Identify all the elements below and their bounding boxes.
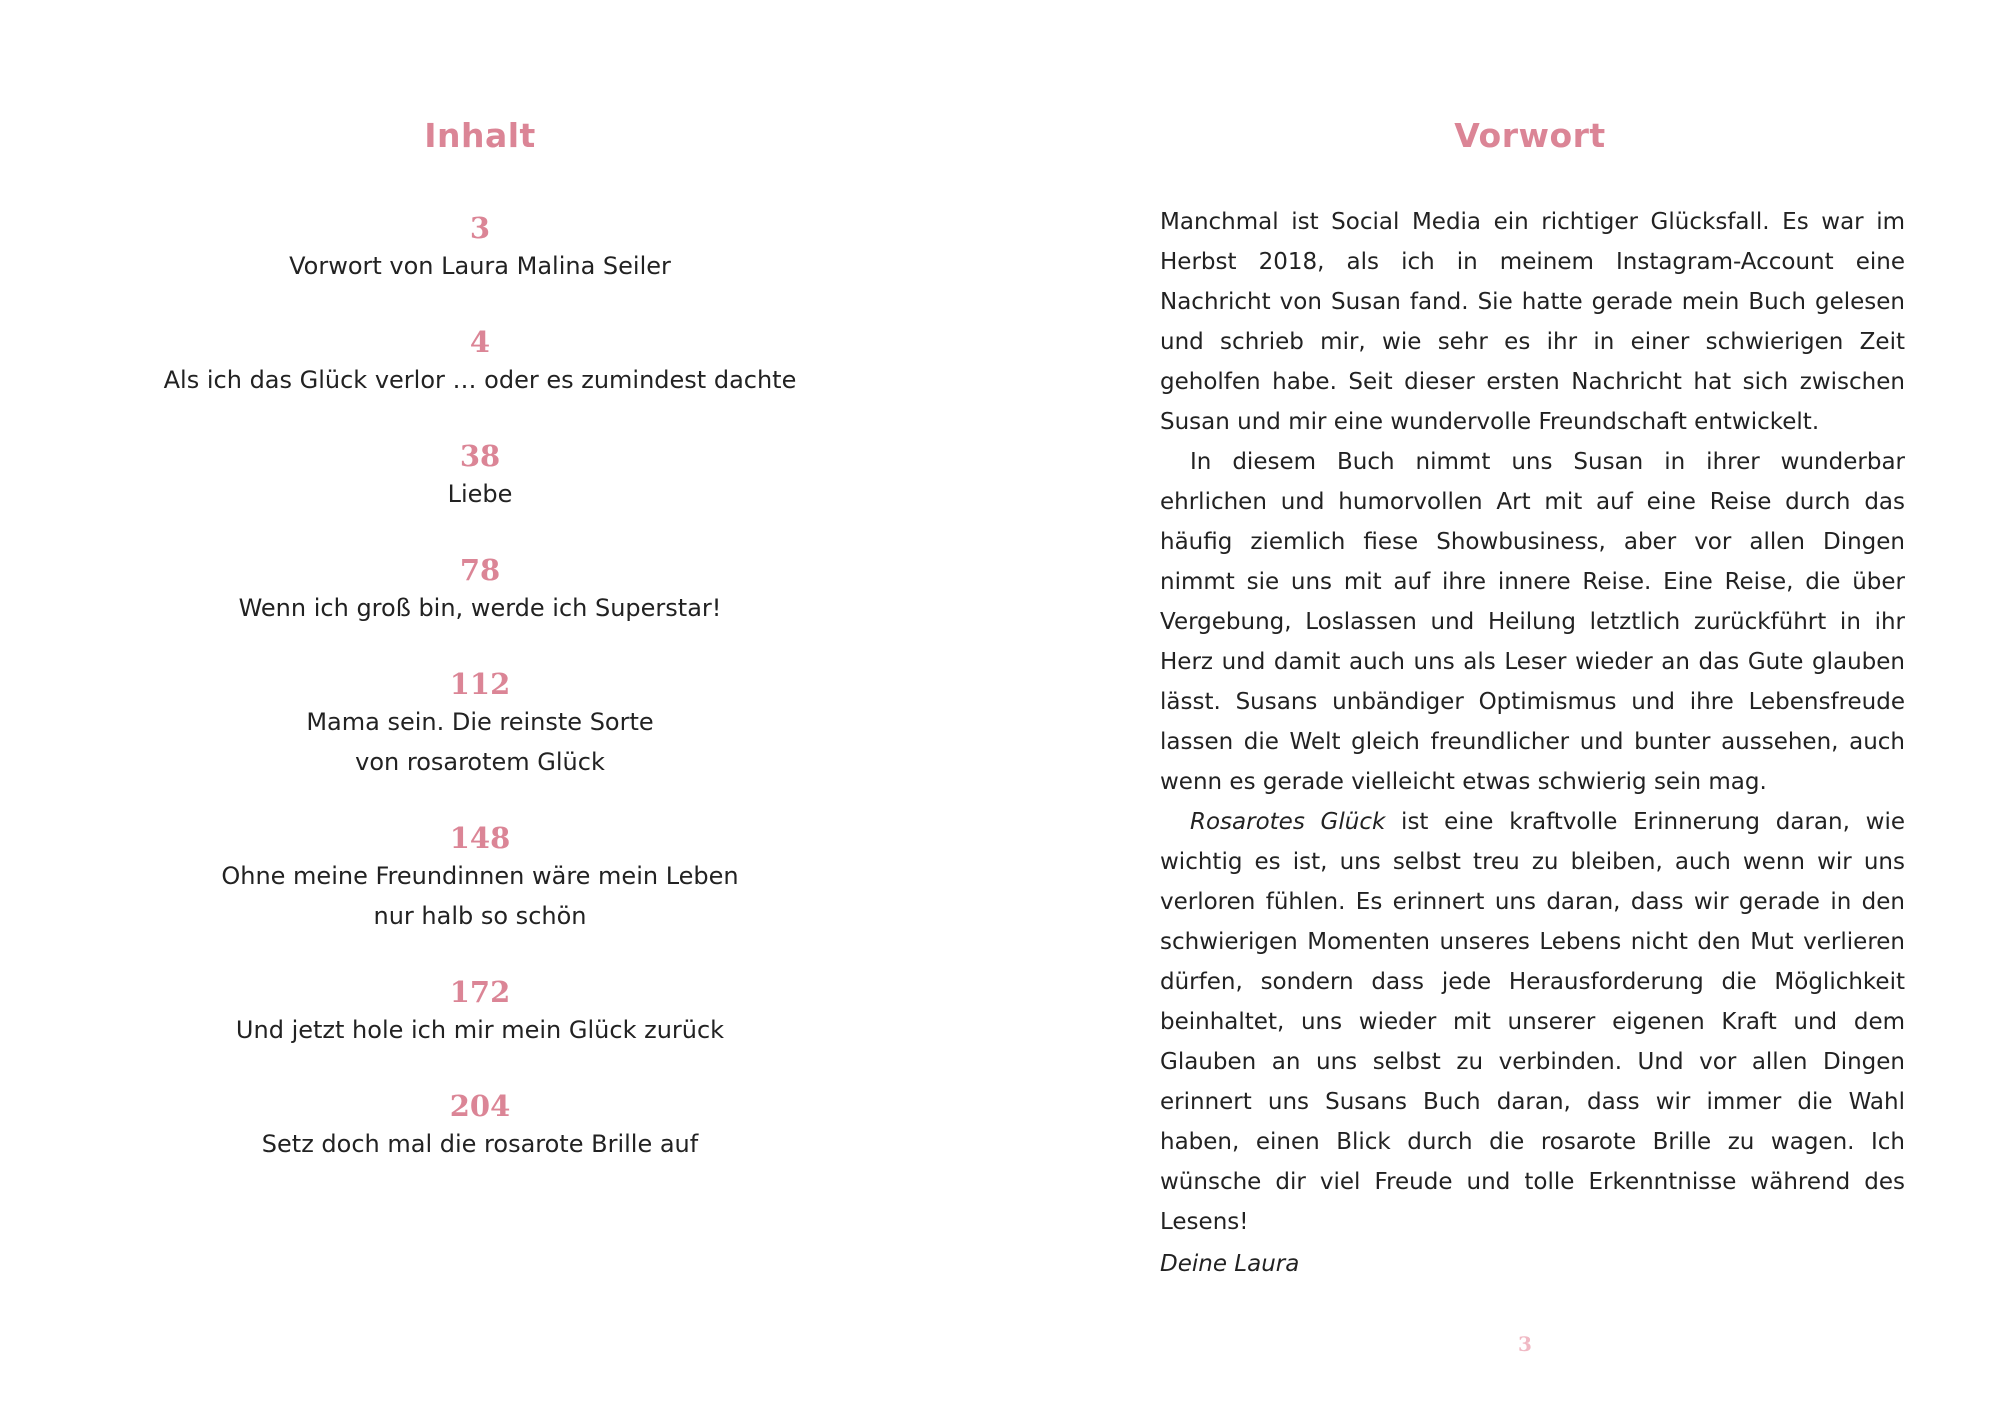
toc-page-number: 204	[449, 1089, 511, 1123]
toc-entry	[80, 974, 880, 1050]
toc-page-number: 112	[449, 667, 511, 701]
foreword-body	[1160, 202, 1905, 1242]
toc-entry-title: nur halb so schön	[373, 902, 587, 930]
toc-entry-title: Wenn ich groß bin, werde ich Superstar!	[238, 594, 722, 622]
foreword-paragraph-text: ist eine kraftvolle Erinnerung daran, wie wichtig es ist, uns selbst treu zu bleiben, auch wenn wir uns verloren fühlen. Es erinnert uns daran, dass wir gerade in den schwierigen Momenten unseres Lebens nicht den Mut verlieren dürfen, sondern dass jede Herausforderung die Möglichkeit beinhaltet, uns wieder mit unserer eigenen Kraft und dem Glauben an uns selbst zu verbinden. Und vor allen Dingen erinnert uns Susans Buch daran, dass wir immer die Wahl haben, einen Blick durch die rosarote Brille zu wagen. Ich wünsche dir viel Freude und tolle Erkenntnisse während des Lesens!	[1160, 809, 1905, 1235]
toc-entry	[80, 1088, 880, 1164]
page-number: 3	[1518, 1332, 1532, 1356]
toc-entry-title: Liebe	[447, 480, 513, 508]
signature: Deine Laura	[1160, 1251, 1300, 1277]
toc-entry-title: Und jetzt hole ich mir mein Glück zurück	[235, 1016, 725, 1044]
right-page	[1000, 0, 2000, 1414]
foreword-paragraph: In diesem Buch nimmt uns Susan in ihrer wunderbar ehrlichen und humorvollen Art mit auf eine Reise durch das häufig ziemlich fiese Showbusiness, aber vor allen Dingen nimmt sie uns mit auf ihre innere Reise. Eine Reise, die über Vergebung, Loslassen und Heilung letztlich zurückführt in ihr Herz und damit auch uns als Leser wieder an das Gute glauben lässt. Susans unbändiger Optimismus und ihre Lebensfreude lassen die Welt gleich freundlicher und bunter aussehen, auch wenn es gerade vielleicht etwas schwierig sein mag.	[1160, 449, 1905, 795]
toc-entry	[80, 820, 880, 936]
toc-entry-title: Als ich das Glück verlor … oder es zumindest dachte	[163, 366, 797, 394]
toc-page-number: 38	[459, 439, 501, 473]
toc-page-number: 78	[459, 553, 501, 587]
foreword-paragraph	[1160, 802, 1905, 1242]
toc-entry-title: Vorwort von Laura Malina Seiler	[289, 252, 671, 280]
foreword-heading: Vorwort	[1454, 116, 1606, 155]
toc-entry	[80, 210, 880, 286]
toc-entry-title: Mama sein. Die reinste Sorte	[306, 708, 654, 736]
left-page	[0, 0, 960, 1414]
toc-page-number: 172	[449, 975, 511, 1009]
toc-entry-title: Setz doch mal die rosarote Brille auf	[261, 1130, 699, 1158]
toc-page-number: 4	[469, 325, 491, 359]
toc-entry	[80, 324, 880, 400]
book-title: Rosarotes Glück	[1190, 809, 1386, 835]
toc-entry-title: von rosarotem Glück	[355, 748, 605, 776]
toc-entry	[80, 666, 880, 782]
toc-page-number: 148	[449, 821, 511, 855]
toc-heading: Inhalt	[424, 116, 536, 155]
toc-entry	[80, 438, 880, 514]
toc-page-number: 3	[469, 211, 491, 245]
foreword-paragraph: Manchmal ist Social Media ein richtiger Glücksfall. Es war im Herbst 2018, als ich in meinem Instagram-Account eine Nachricht von Susan fand. Sie hatte gerade mein Buch gelesen und schrieb mir, wie sehr es ihr in einer schwierigen Zeit geholfen habe. Seit dieser ersten Nachricht hat sich zwischen Susan und mir eine wundervolle Freundschaft entwickelt.	[1160, 209, 1905, 435]
toc-entry-title: Ohne meine Freundinnen wäre mein Leben	[221, 862, 739, 890]
toc-entry	[80, 552, 880, 628]
table-of-contents	[80, 210, 880, 1202]
